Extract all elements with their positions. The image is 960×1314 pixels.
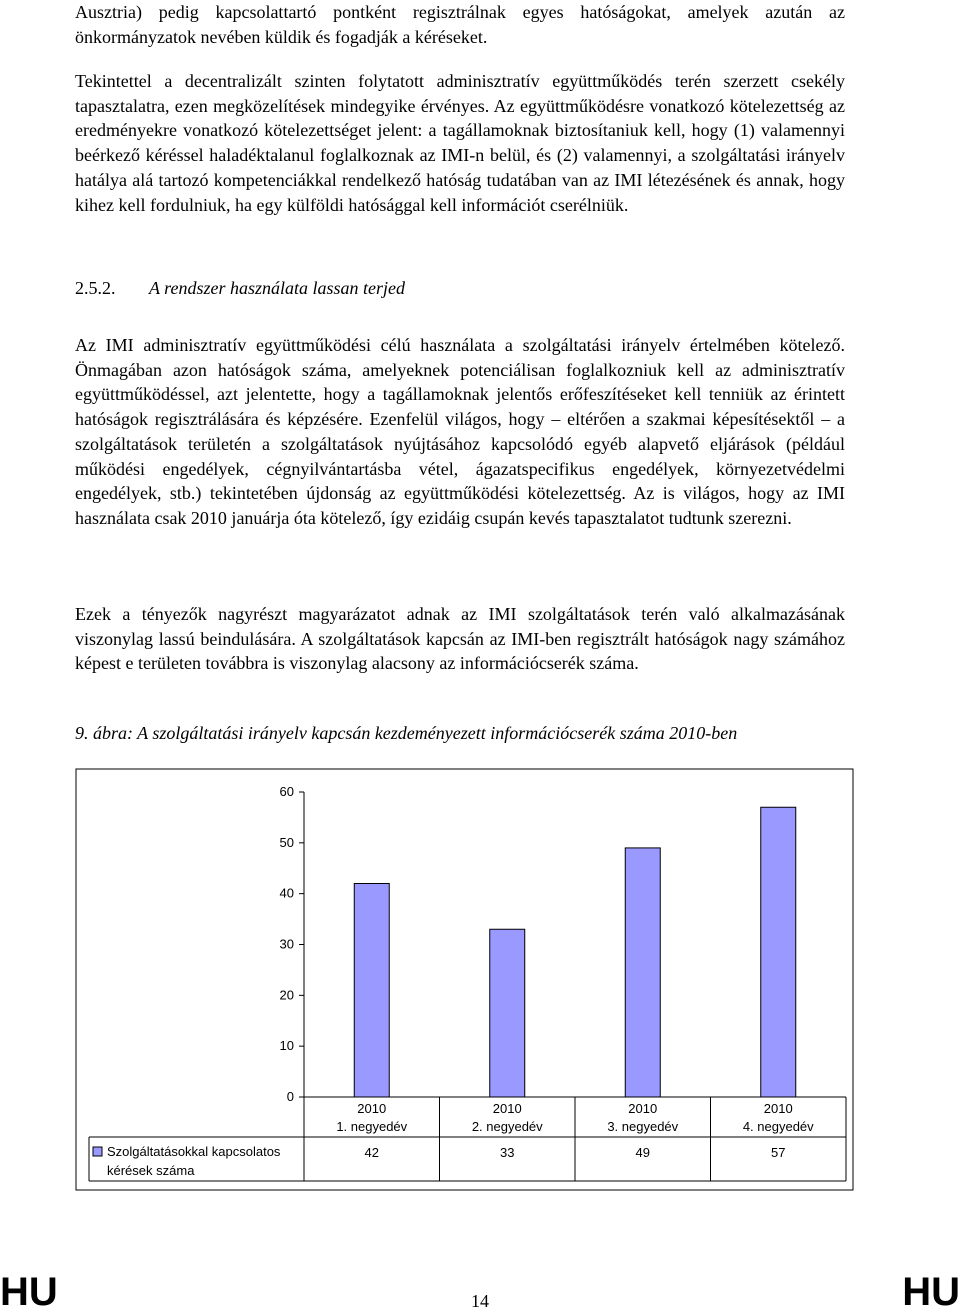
table-value-label: 57	[771, 1145, 786, 1160]
chart-container	[75, 768, 854, 1191]
paragraph-intro: Ausztria) pedig kapcsolattartó pontként regisztrálnak egyes hatóságokat, amelyek azután az önkormányzatok nevében küldik és fogadják a kéréseket.	[75, 2, 845, 47]
y-tick-label: 40	[279, 885, 294, 901]
x-category-label: 2010	[492, 1101, 522, 1116]
section-number: 2.5.2.	[75, 278, 116, 298]
footer-language-mark-left: HU	[0, 1270, 58, 1314]
chart-frame	[76, 769, 853, 1190]
x-category-label: 1. negyedév	[336, 1119, 408, 1134]
paragraph-obligation: Az IMI adminisztratív együttműködési célú használata a szolgáltatási irányelv értelmében kötelező. Önmagában azon hatóságok száma, amelyeknek potenciálisan foglalkozniuk kell az adminisztratív együttműködéssel, azt jelentette, hogy a tagállamoknak jelentős erőfeszítéseket kell tenniük az érintett hatóságok regisztrálására és képzésére. Ezenfelül világos, hogy – eltérően a szakmai képesítésektől – a szolgáltatások területén a szolgáltatások nyújtásához kapcsolódó egyéb alapvető eljárások (például működési engedélyek, cégnyilvántartásba vétel, ágazatspecifikus engedélyek, környezetvédelmi engedélyek, stb.) tekintetében újdonság az együttműködési kötelezettség. Az is világos, hogy az IMI használata csak 2010 januárja óta kötelező, így ezidáig csupán kevés tapasztalatot tudtunk szerezni.	[75, 335, 845, 528]
legend-series-label: Szolgáltatásokkal kapcsolatos	[107, 1144, 281, 1159]
paragraph-factors: Ezek a tényezők nagyrészt magyarázatot adnak az IMI szolgáltatások terén való alkalmazásának viszonylag lassú beindulására. A szolgáltatások kapcsán az IMI-ben regisztrált hatóságok nagy számához képest e területen továbbra is viszonylag alacsony az információcserék száma.	[75, 604, 845, 674]
bar	[761, 807, 796, 1097]
y-tick-label: 0	[286, 1089, 294, 1104]
legend-series-label: kérések száma	[107, 1163, 195, 1178]
x-category-label: 2. negyedév	[471, 1119, 543, 1134]
section-heading	[75, 276, 405, 300]
table-value-label: 42	[364, 1145, 379, 1160]
section-title: A rendszer használata lassan terjed	[149, 278, 406, 298]
legend-swatch	[93, 1147, 102, 1156]
table-value-label: 33	[500, 1145, 515, 1160]
x-category-label: 4. negyedév	[742, 1119, 814, 1134]
y-tick-label: 10	[279, 1038, 294, 1054]
y-tick-label: 30	[279, 936, 294, 952]
bar-chart	[75, 768, 854, 1191]
table-value-label: 49	[635, 1145, 650, 1160]
x-category-label: 2010	[763, 1101, 793, 1116]
y-tick-label: 20	[279, 987, 294, 1003]
footer-language-mark-right: HU	[902, 1270, 960, 1314]
figure-caption: 9. ábra: A szolgáltatási irányelv kapcsán kezdeményezett információcserék száma 2010-ben	[75, 723, 738, 743]
y-tick-label: 60	[279, 784, 294, 799]
paragraph-decentralized: Tekintettel a decentralizált szinten folytatott adminisztratív együttműködés terén szerzett csekély tapasztalatra, ezen megközelítések mindegyike érvényes. Az együttműködésre vonatkozó kötelezettség az eredményekre vonatkozó kötelezettséget jelent: a tagállamoknak biztosítaniuk kell, hogy (1) valamennyi beérkező kéréssel haladéktalanul foglalkoznak az IMI-n belül, és (2) valamennyi, a szolgáltatási irányelv hatálya alá tartozó kompetenciákkal rendelkező hatóság tudatában van az IMI létezésének és annak, hogy kihez kell fordulniuk, ha egy külföldi hatósággal kell információt cserélniük.	[75, 71, 845, 215]
x-category-label: 3. negyedév	[607, 1119, 679, 1134]
x-category-label: 2010	[628, 1101, 658, 1116]
page-number: 14	[471, 1291, 489, 1311]
bar	[625, 848, 660, 1097]
bar	[354, 884, 389, 1098]
bar	[490, 929, 525, 1097]
x-category-label: 2010	[357, 1101, 387, 1116]
y-tick-label: 50	[279, 834, 294, 850]
